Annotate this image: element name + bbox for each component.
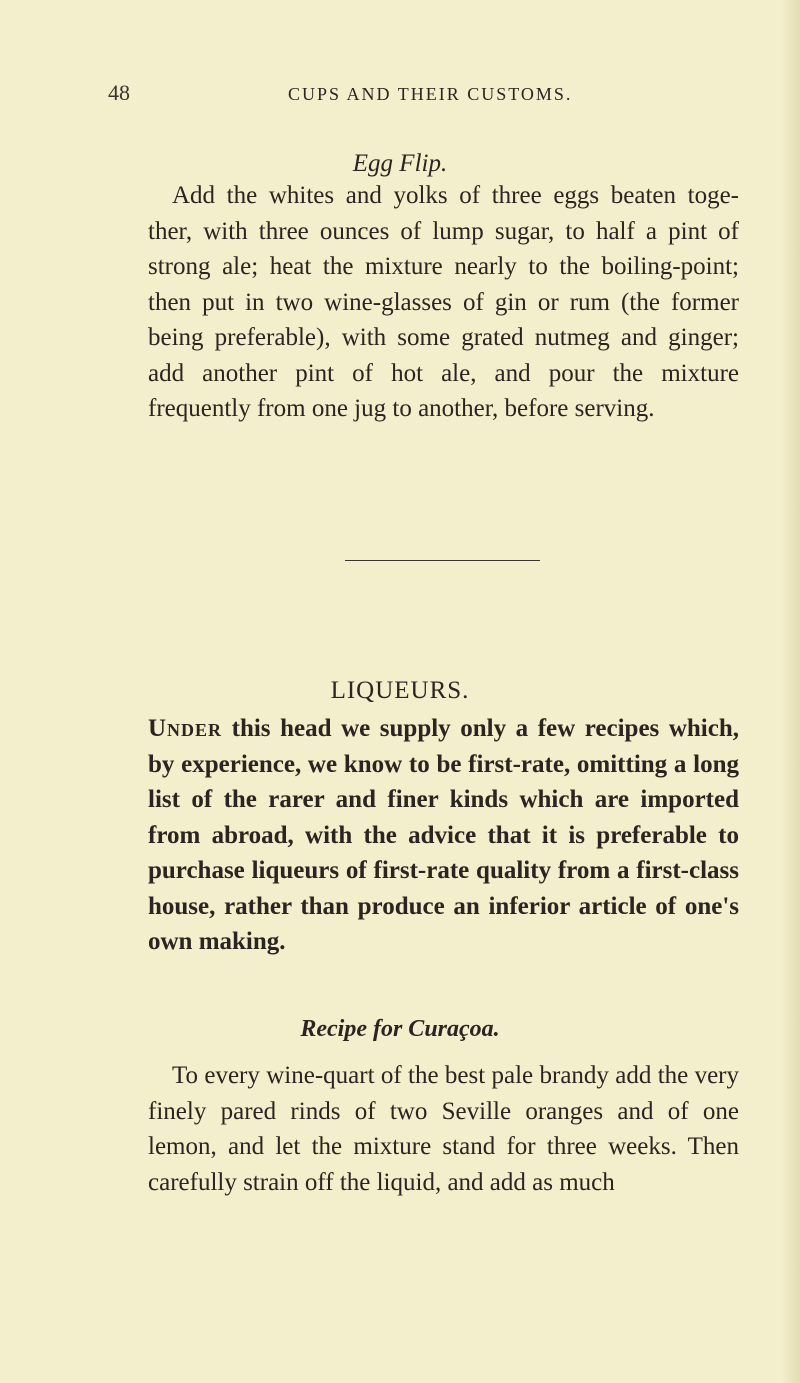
liqueurs-lead-word: Under xyxy=(148,715,223,742)
page-number: 48 xyxy=(108,80,130,105)
running-head: CUPS AND THEIR CUSTOMS. xyxy=(288,84,573,104)
section-divider xyxy=(345,560,540,561)
egg-flip-paragraph: Add the whites and yolks of three eggs beaten toge- ther, with three ounces of lump sugar, to half a pint of strong ale; heat the mixture nearly to the boiling-point; then put in two wine-glasses of gin or rum (the former being preferable), with some grated nutmeg and ginger; add another pint of hot ale, and pour the mixture frequently from one jug to another, before serving. xyxy=(148,182,739,422)
curacoa-title: Recipe for Curaçoa. xyxy=(300,1016,500,1042)
egg-flip-title: Egg Flip. xyxy=(352,150,448,177)
liqueurs-title: LIQUEURS. xyxy=(330,677,470,704)
page-header xyxy=(108,80,728,110)
liqueurs-paragraph xyxy=(148,711,739,960)
curacoa-paragraph: To every wine-quart of the best pale brandy add the very finely pared rinds of two Seville oranges and of one lemon, and let the mixture stand for three weeks. Then carefully strain off the liquid, and add as much xyxy=(148,1062,739,1196)
liqueurs-body: this head we supply only a few recipes which, by experience, we know to be first-rate, omitting a long list of the rarer and finer kinds which are imported from abroad, with the advice that it is preferable to purchase liqueurs of first-rate quality from a first-class house, rather than produce an inferior article of one's own making. xyxy=(148,715,739,955)
